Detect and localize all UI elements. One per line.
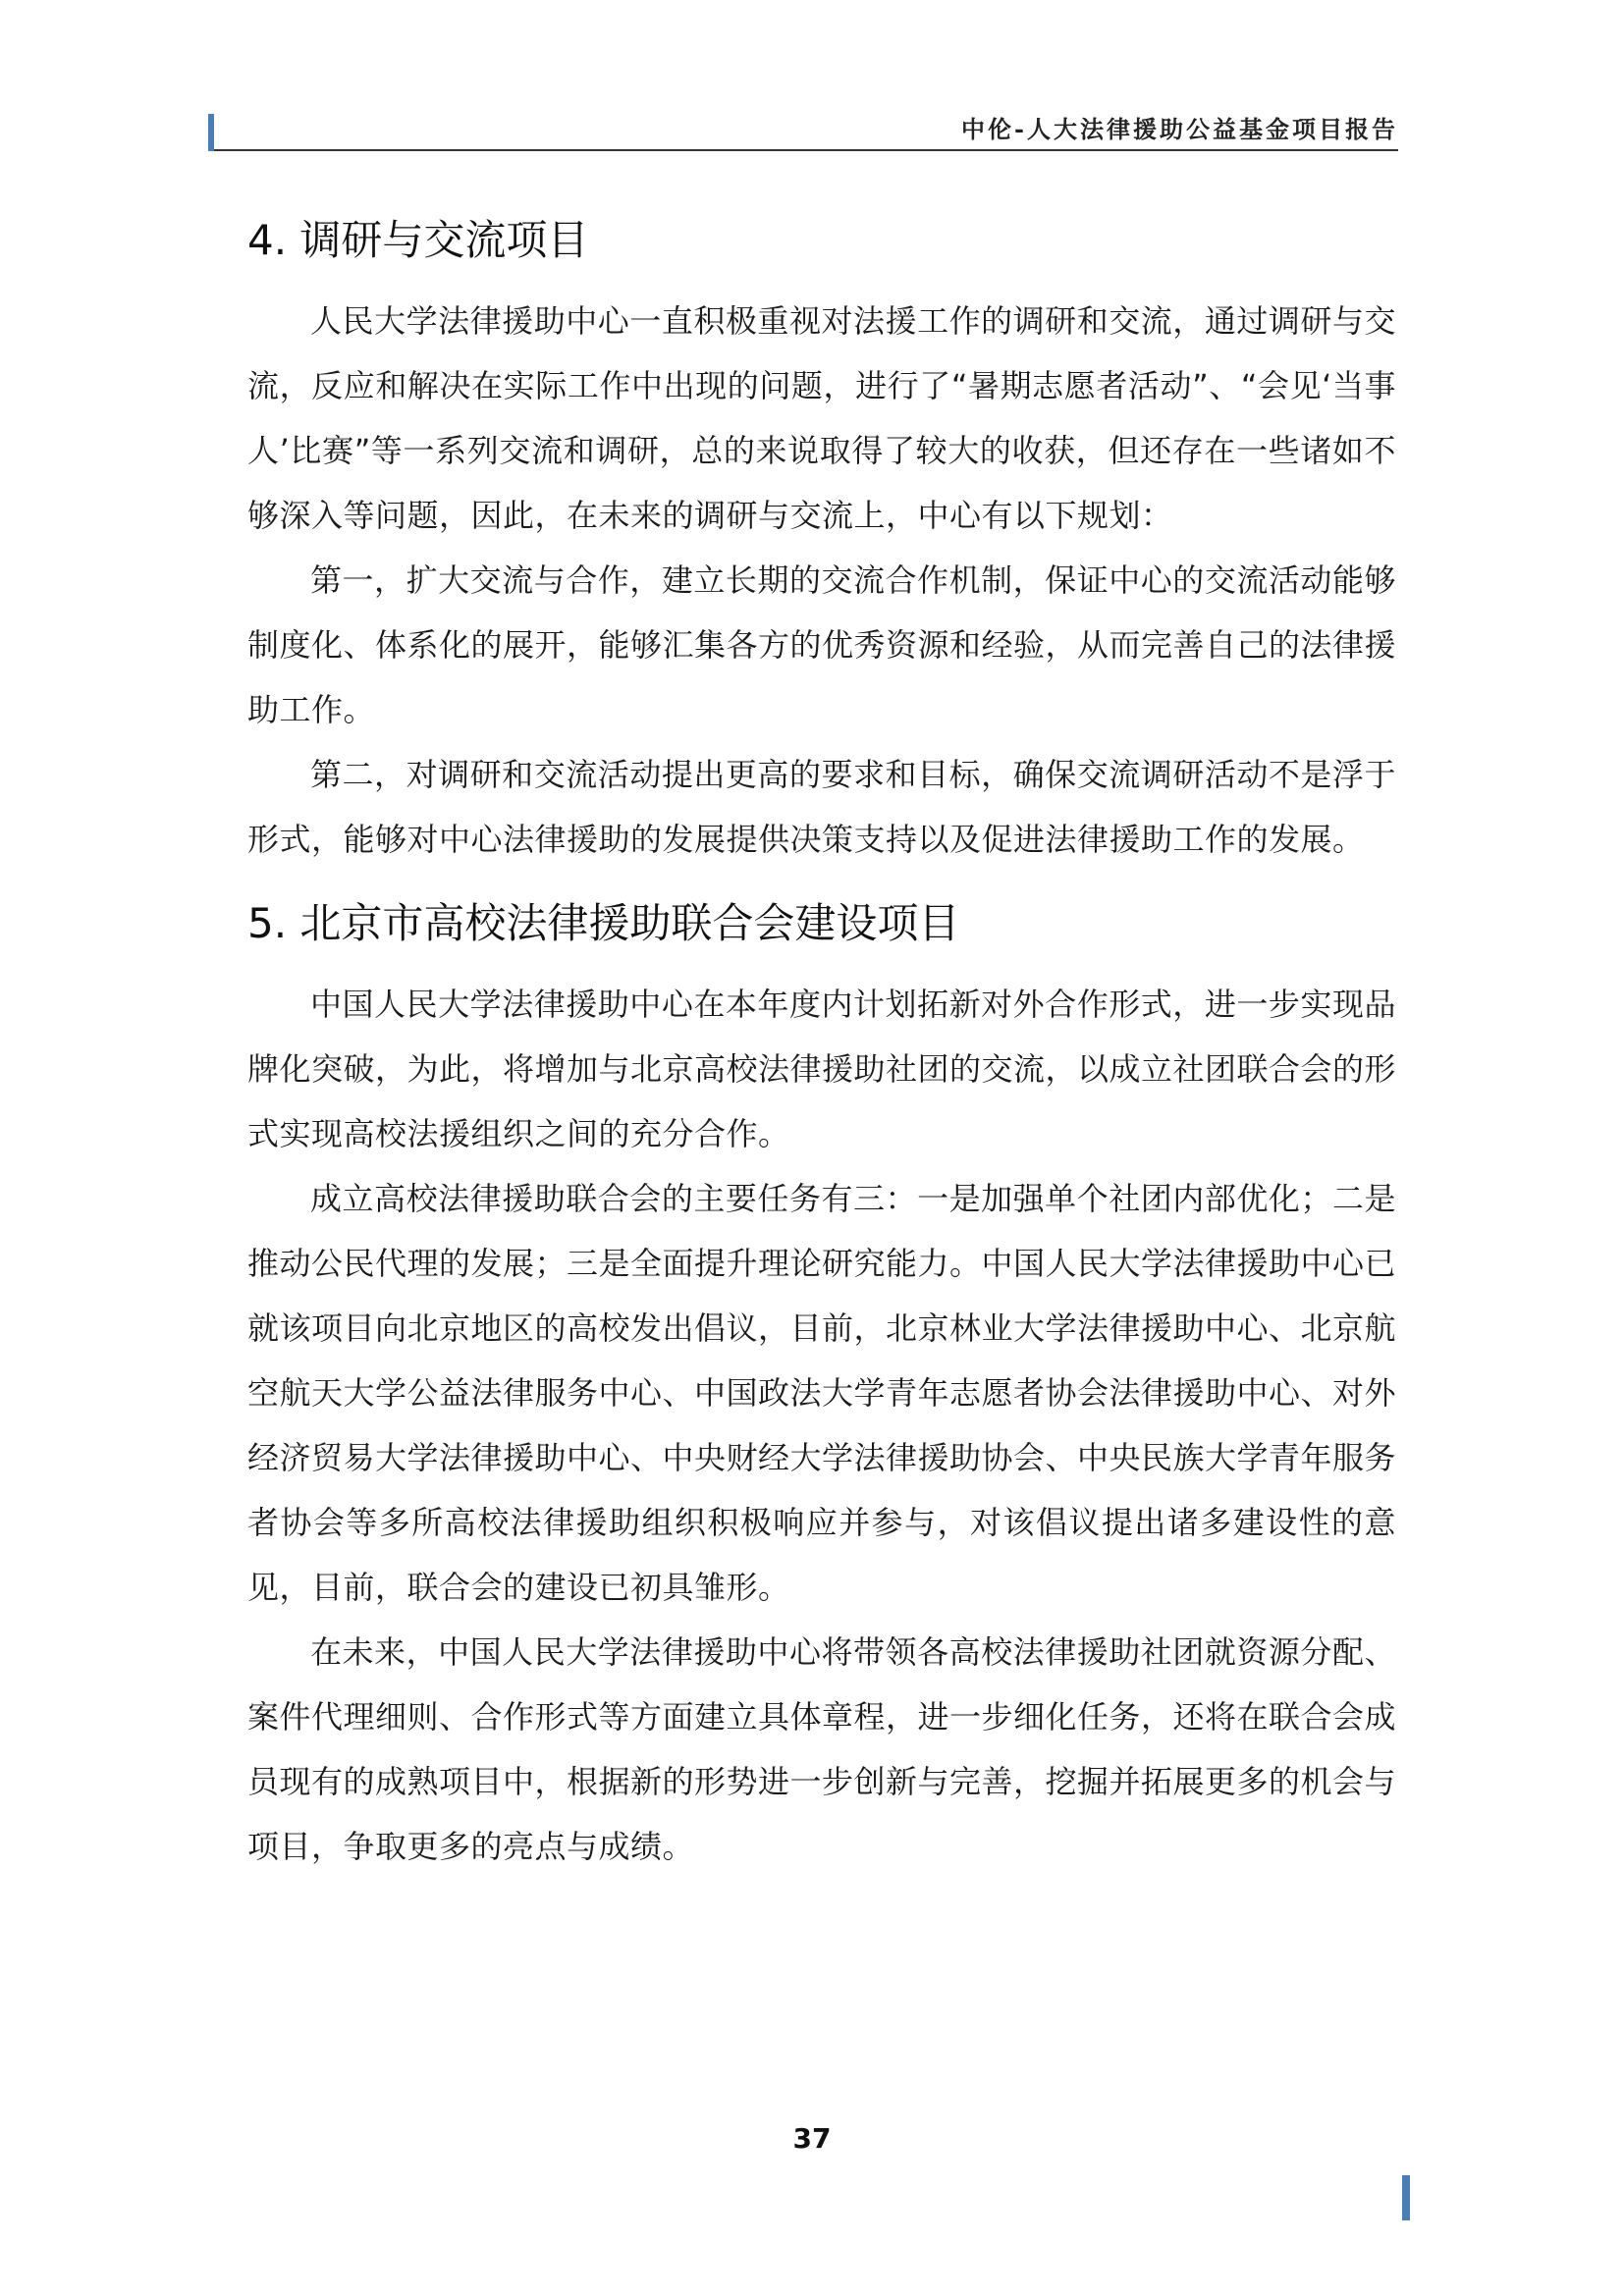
section-research-exchange [247, 206, 1396, 872]
page-number: 37 [792, 2122, 832, 2155]
report-header-title: 中伦-人大法律援助公益基金项目报告 [961, 115, 1398, 143]
paragraph: 在未来，中国人民大学法律援助中心将带领各高校法律援助社团就资源分配、案件代理细则、合作形式等方面建立具体章程，进一步细化任务，还将在联合会成员现有的成熟项目中，根据新的形势进一步创新与完善，挖掘并拓展更多的机会与项目，争取更多的亮点与成绩。 [247, 1633, 1397, 1865]
header-divider [214, 149, 1398, 151]
header-accent-bar [208, 114, 214, 151]
paragraph: 成立高校法律援助联合会的主要任务有三：一是加强单个社团内部优化；二是推动公民代理的发展；三是全面提升理论研究能力。中国人民大学法律援助中心已就该项目向北京地区的高校发出倡议，目前，北京林业大学法律援助中心、北京航空航天大学公益法律服务中心、中国政法大学青年志愿者协会法律援助中心、对外经济贸易大学法律援助中心、中央财经大学法律援助协会、中央民族大学青年服务者协会等多所高校法律援助组织积极响应并参与，对该倡议提出诸多建设性的意见，目前，联合会的建设已初具雏形。 [247, 1180, 1397, 1606]
section-legal-aid-federation [247, 889, 1396, 1879]
footer-accent-bar [1402, 2175, 1410, 2220]
paragraph: 第一，扩大交流与合作，建立长期的交流合作机制，保证中心的交流活动能够制度化、体系化的展开，能够汇集各方的优秀资源和经验，从而完善自己的法律援助工作。 [247, 561, 1397, 728]
section-4-title: 4. 调研与交流项目 [247, 216, 589, 264]
paragraph: 中国人民大学法律援助中心在本年度内计划拓新对外合作形式，进一步实现品牌化突破，为此，将增加与北京高校法律援助社团的交流，以成立社团联合会的形式实现高校法援组织之间的充分合作。 [247, 986, 1397, 1152]
section-5-title: 5. 北京市高校法律援助联合会建设项目 [247, 899, 960, 947]
paragraph: 第二，对调研和交流活动提出更高的要求和目标，确保交流调研活动不是浮于形式，能够对中心法律援助的发展提供决策支持以及促进法律援助工作的发展。 [247, 756, 1396, 858]
page-content [247, 206, 1396, 1879]
paragraph: 人民大学法律援助中心一直积极重视对法援工作的调研和交流，通过调研与交流，反应和解决在实际工作中出现的问题，进行了“暑期志愿者活动”、“会见‘当事人’比赛”等一系列交流和调研，总的来说取得了较大的收获，但还存在一些诸如不够深入等问题，因此，在未来的调研与交流上，中心有以下规划： [247, 302, 1396, 534]
